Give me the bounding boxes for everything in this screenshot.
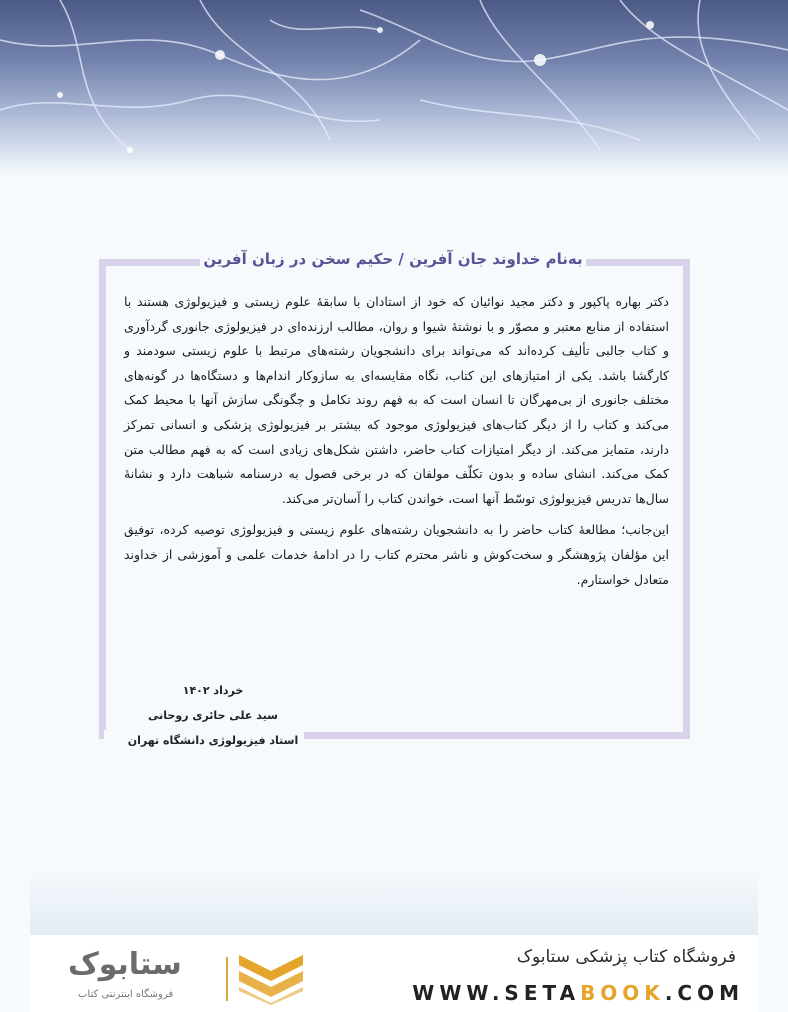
paragraph: این‌جانب؛ مطالعهٔ کتاب حاضر را به دانشجویان رشته‌های علوم زیستی و فیزیولوژی توصیه کرده، توفیق این مؤلفان پژوهشگر و سخت‌کوش و ناشر محترم کتاب را در ادامهٔ خدمات علمی و آموزشی از خداوند متعادل خواستارم. — [124, 522, 669, 587]
signature-position: استاد فیزیولوژی دانشگاه تهران — [127, 734, 299, 747]
url-part: WWW.SETA — [412, 981, 581, 1005]
footer-fade — [30, 865, 758, 935]
footer-banner — [30, 935, 758, 1012]
foreword-text — [124, 290, 669, 599]
page-title: به‌نام خداوند جان آفرین / حکیم سخن در زبان آفرین — [203, 250, 583, 268]
brand-logo-text: ستابوک — [68, 947, 182, 982]
url-part: .COM — [664, 981, 744, 1005]
neuron-header-image — [0, 0, 788, 175]
store-name: فروشگاه کتاب پزشکی ستابوک — [516, 947, 736, 967]
chevron-stack-icon — [235, 949, 307, 1005]
store-url[interactable] — [412, 981, 744, 1005]
footer-divider — [226, 957, 228, 1001]
paragraph: دکتر بهاره پاکپور و دکتر مجید نوائیان که خود از استادان با سابقهٔ علوم زیستی و فیزیولوژی هستند با استفاده از منابع معتبر و مصوّر و با نوشتهٔ شیوا و روان، مطالب ارزنده‌ای در فیزیولوژی جانوری گردآوری و کتاب جالبی تألیف کرده‌اند که می‌تواند برای دانشجویان رشته‌های مرتبط با علوم زیستی سودمند و کارگشا باشد. یکی از امتیازهای این کتاب، نگاه مقایسه‌ای به سازوکار اندام‌ها و دستگاه‌ها در گونه‌های مختلف جانوری از بی‌مهرگان تا انسان است که به فهم روند تکامل و چگونگی سازش آنها با محیط کمک می‌کند و کتاب را از دیگر کتاب‌های فیزیولوژی موجود که بیشتر بر فیزیولوژی پزشکی و انسانی تمرکز دارند، متمایز می‌کند. از دیگر امتیازات کتاب حاضر، داشتن شکل‌های زیادی است که به فهم مطالب متن کمک می‌کند. انشای ساده و بدون تکلّف مولفان که در برخی فصول به درسنامه شباهت دارد و نشانهٔ سال‌ها تدریس فیزیولوژی توسّط آنها است، خواندن کتاب را آسان‌تر می‌کند. — [124, 294, 669, 506]
signature-name: سید علی حائری روحانی — [148, 709, 278, 722]
signature-block — [118, 678, 308, 753]
signature-date: خرداد ۱۴۰۲ — [182, 684, 244, 697]
brand-subtitle: فروشگاه اینترنتی کتاب — [78, 989, 174, 1000]
url-part-highlight: BOOK — [580, 981, 665, 1005]
neuron-network-icon — [0, 0, 788, 175]
